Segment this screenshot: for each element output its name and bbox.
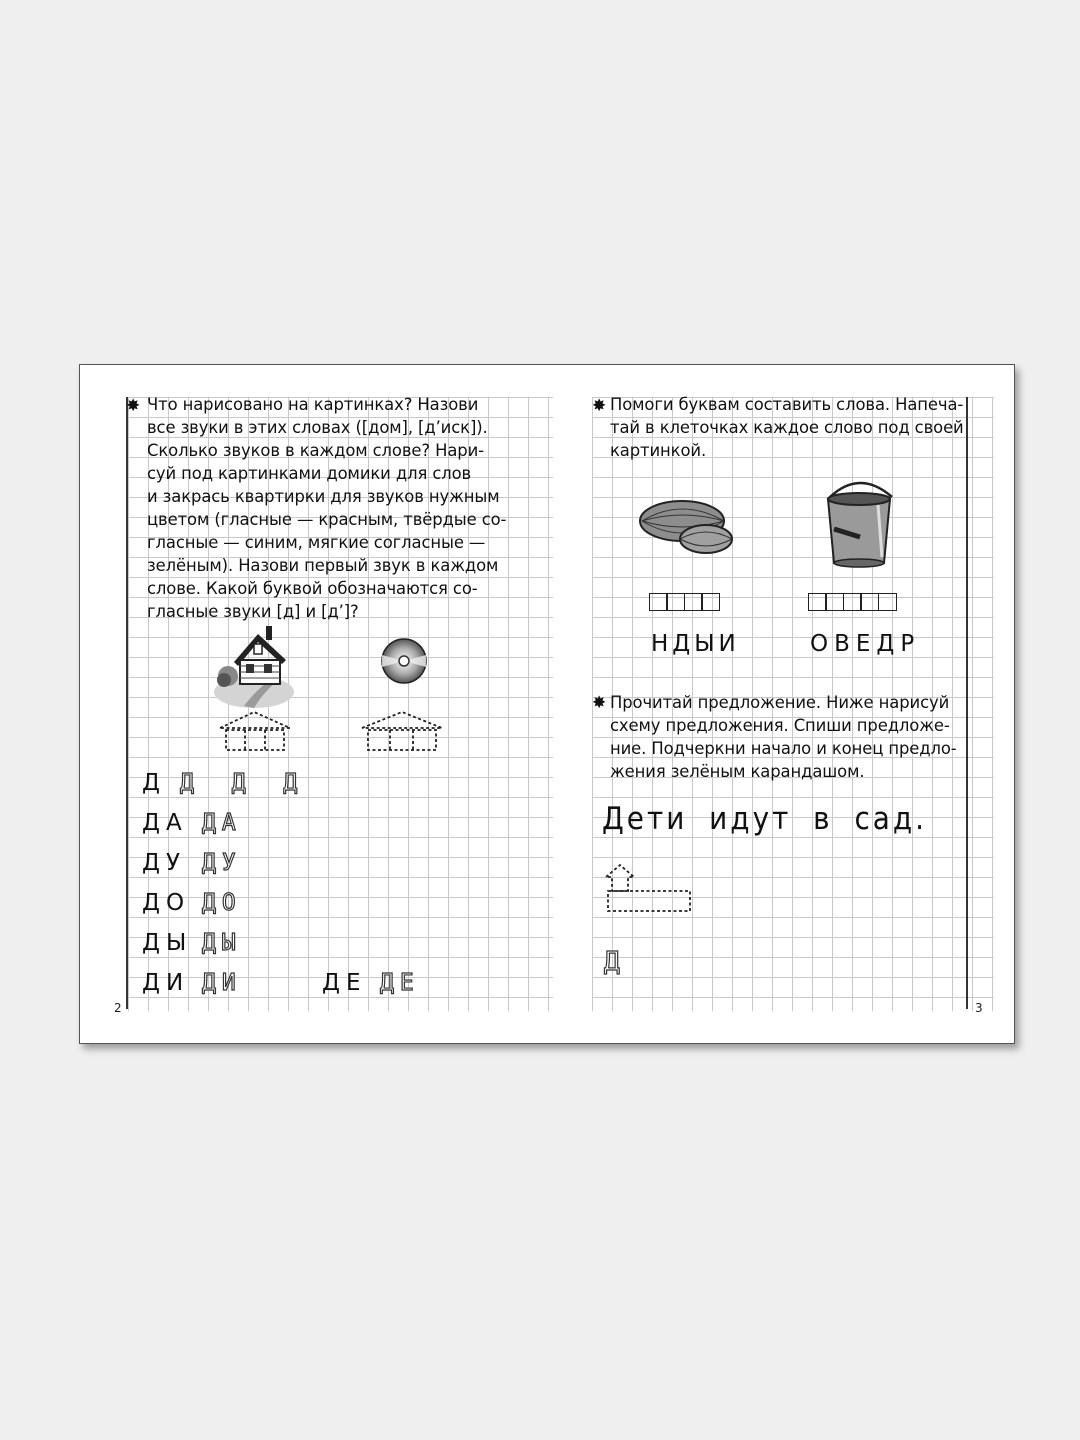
scrambled-word-1: НДЫИ (651, 631, 740, 657)
answer-cells-4[interactable] (650, 593, 720, 611)
syllable-dotted-de: ДЕ (380, 970, 420, 996)
scrambled-word-2: ОВЕДР (810, 631, 921, 657)
sentence: Дети идут в сад. (602, 801, 928, 837)
syllable-solid-de: ДЕ (322, 970, 367, 996)
word-scheme-house-1 (218, 710, 292, 752)
right-task1-text: Помоги буквам составить слова. Напеча- тай в клеточках каждое слово под своей картинкой. (610, 395, 964, 460)
task-star-icon: ✸ (126, 396, 141, 416)
sentence-scheme (600, 861, 696, 915)
page-number-right: 3 (975, 1001, 983, 1015)
task-star-icon: ✸ (592, 396, 607, 416)
syllable-solid: ДЫ (142, 930, 193, 956)
syllable-solid: ДИ (142, 970, 190, 996)
letter-d-dotted: Д Д Д (180, 770, 310, 796)
syllable-dotted: ДУ (202, 850, 242, 876)
task-star-icon: ✸ (592, 693, 607, 713)
workbook-spread (79, 364, 1015, 1044)
melon-image (636, 497, 736, 555)
bucket-image (820, 477, 900, 569)
syllable-dotted: ДИ (202, 970, 242, 996)
syllable-dotted: ДЫ (202, 930, 242, 956)
left-task-text: Что нарисовано на картинках? Назови все звуки в этих словах ([дом], [д’иск]). Сколько звуков в каждом слове? Нари- суй под картинками домики для слов и закрась квартирки для звуков нужным цветом (гласные — красным, твёрдые со- гласные — синим, мягкие согласные — зелёным). Назови первый звук в каждом слове. Какой буквой обозначаются со- гласные звуки [д] и [д’]? (147, 395, 507, 621)
letter-d: Д (142, 770, 166, 796)
syllable-solid: ДУ (142, 850, 186, 876)
answer-cells-5[interactable] (809, 593, 897, 611)
page-number-left: 2 (114, 1001, 122, 1015)
word-scheme-house-2 (360, 710, 444, 752)
dotted-letter-d: Д (604, 947, 626, 977)
syllable-dotted: ДО (202, 890, 242, 916)
syllable-solid: ДА (142, 810, 188, 836)
house-image (214, 620, 294, 708)
syllable-dotted: ДА (202, 810, 242, 836)
right-task2-text: Прочитай предложение. Ниже нарисуй схему предложения. Спиши предложе- ние. Подчеркни начало и конец предло- жения зелёным карандашом. (610, 693, 957, 781)
syllable-solid: ДО (142, 890, 191, 916)
disc-image (380, 637, 428, 685)
left-margin-line (126, 397, 128, 1009)
